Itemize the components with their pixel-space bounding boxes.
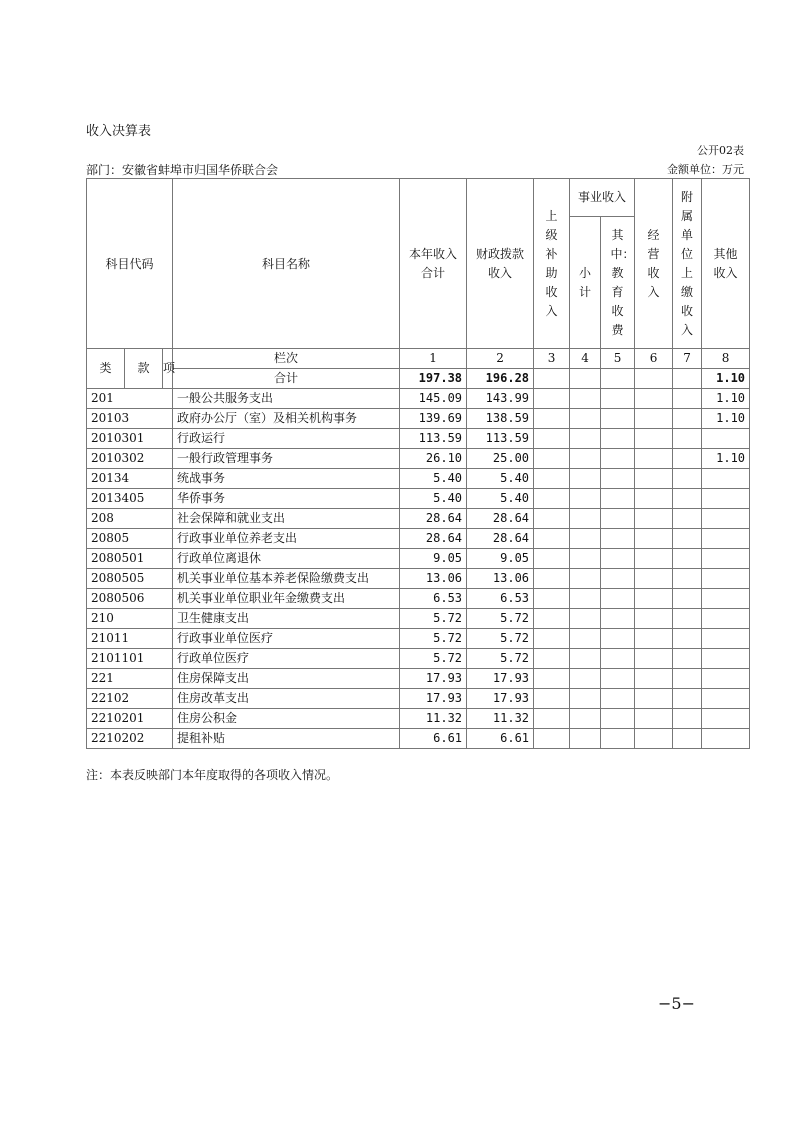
row-name: 行政运行 — [173, 429, 400, 449]
row-fiscal: 28.64 — [467, 529, 534, 549]
total-total: 197.38 — [400, 369, 467, 389]
row-total: 5.40 — [400, 469, 467, 489]
empty-cell — [570, 449, 601, 469]
row-other — [702, 549, 750, 569]
empty-cell — [570, 729, 601, 749]
col-header-biz-edu: 其中：教育收费 — [601, 217, 635, 349]
empty-cell — [673, 489, 702, 509]
empty-cell — [570, 589, 601, 609]
row-code: 20805 — [87, 529, 173, 549]
col-number: 2 — [467, 349, 534, 369]
row-name: 统战事务 — [173, 469, 400, 489]
row-fiscal: 17.93 — [467, 669, 534, 689]
row-code: 21011 — [87, 629, 173, 649]
row-code: 2010301 — [87, 429, 173, 449]
row-code: 2013405 — [87, 489, 173, 509]
empty-cell — [534, 509, 570, 529]
row-fiscal: 138.59 — [467, 409, 534, 429]
empty-cell — [601, 509, 635, 529]
empty-cell — [570, 509, 601, 529]
row-total: 139.69 — [400, 409, 467, 429]
empty-cell — [534, 569, 570, 589]
table-row — [87, 669, 750, 689]
row-fiscal: 6.61 — [467, 729, 534, 749]
empty-cell — [570, 469, 601, 489]
empty-cell — [601, 569, 635, 589]
empty-cell — [570, 429, 601, 449]
empty-cell — [534, 649, 570, 669]
col-header-code: 科目代码 — [87, 179, 173, 349]
row-other — [702, 529, 750, 549]
row-total: 6.53 — [400, 589, 467, 609]
row-fiscal: 113.59 — [467, 429, 534, 449]
empty-cell — [635, 469, 673, 489]
row-other — [702, 709, 750, 729]
row-code: 20103 — [87, 409, 173, 429]
table-row — [87, 569, 750, 589]
col-header-superior: 上级补助收入 — [534, 179, 570, 349]
row-name: 华侨事务 — [173, 489, 400, 509]
empty-cell — [570, 529, 601, 549]
row-other: 1.10 — [702, 389, 750, 409]
row-total: 13.06 — [400, 569, 467, 589]
row-fiscal: 143.99 — [467, 389, 534, 409]
row-name: 行政事业单位养老支出 — [173, 529, 400, 549]
col-number: 5 — [601, 349, 635, 369]
row-total: 17.93 — [400, 689, 467, 709]
department-label: 部门：安徽省蚌埠市归国华侨联合会 — [86, 163, 279, 177]
income-table — [86, 178, 750, 749]
col-header-oper: 经营收入 — [635, 179, 673, 349]
row-total: 28.64 — [400, 509, 467, 529]
row-name: 住房公积金 — [173, 709, 400, 729]
row-other — [702, 609, 750, 629]
empty-cell — [601, 669, 635, 689]
total-label: 合计 — [173, 369, 400, 389]
row-fiscal: 9.05 — [467, 549, 534, 569]
empty-cell — [601, 429, 635, 449]
empty-cell — [534, 449, 570, 469]
row-name: 行政事业单位医疗 — [173, 629, 400, 649]
empty-cell — [601, 609, 635, 629]
row-total: 6.61 — [400, 729, 467, 749]
row-code: 201 — [87, 389, 173, 409]
empty-cell — [673, 389, 702, 409]
empty-cell — [601, 369, 635, 389]
row-code: 20134 — [87, 469, 173, 489]
empty-cell — [635, 509, 673, 529]
empty-cell — [635, 729, 673, 749]
empty-cell — [534, 409, 570, 429]
empty-cell — [601, 589, 635, 609]
empty-cell — [635, 429, 673, 449]
empty-cell — [601, 689, 635, 709]
col-number: 3 — [534, 349, 570, 369]
empty-cell — [570, 649, 601, 669]
empty-cell — [534, 629, 570, 649]
empty-cell — [601, 409, 635, 429]
col-number: 6 — [635, 349, 673, 369]
row-other — [702, 469, 750, 489]
empty-cell — [673, 669, 702, 689]
row-other — [702, 649, 750, 669]
row-fiscal: 5.40 — [467, 489, 534, 509]
table-row — [87, 469, 750, 489]
empty-cell — [534, 469, 570, 489]
empty-cell — [673, 449, 702, 469]
empty-cell — [570, 689, 601, 709]
empty-cell — [673, 629, 702, 649]
row-name: 行政单位医疗 — [173, 649, 400, 669]
row-fiscal: 6.53 — [467, 589, 534, 609]
column-number-row — [87, 349, 750, 369]
table-row — [87, 729, 750, 749]
empty-cell — [635, 369, 673, 389]
row-total: 5.40 — [400, 489, 467, 509]
empty-cell — [635, 589, 673, 609]
row-total: 5.72 — [400, 629, 467, 649]
row-code: 2080501 — [87, 549, 173, 569]
empty-cell — [601, 489, 635, 509]
row-total: 28.64 — [400, 529, 467, 549]
empty-cell — [601, 629, 635, 649]
empty-cell — [673, 549, 702, 569]
row-fiscal: 13.06 — [467, 569, 534, 589]
empty-cell — [534, 709, 570, 729]
table-row — [87, 689, 750, 709]
table-body — [87, 179, 750, 749]
empty-cell — [635, 389, 673, 409]
row-name: 卫生健康支出 — [173, 609, 400, 629]
empty-cell — [570, 389, 601, 409]
row-code: 2210201 — [87, 709, 173, 729]
empty-cell — [570, 409, 601, 429]
empty-cell — [635, 409, 673, 429]
col-header-kuan: 款 — [125, 349, 163, 389]
row-fiscal: 5.40 — [467, 469, 534, 489]
row-code: 210 — [87, 609, 173, 629]
col-number: 1 — [400, 349, 467, 369]
empty-cell — [534, 389, 570, 409]
empty-cell — [635, 689, 673, 709]
row-code: 208 — [87, 509, 173, 529]
empty-cell — [534, 609, 570, 629]
row-code: 2080506 — [87, 589, 173, 609]
empty-cell — [570, 569, 601, 589]
empty-cell — [673, 709, 702, 729]
empty-cell — [601, 729, 635, 749]
empty-cell — [635, 669, 673, 689]
total-row — [87, 369, 750, 389]
row-fiscal: 17.93 — [467, 689, 534, 709]
row-total: 5.72 — [400, 649, 467, 669]
empty-cell — [635, 489, 673, 509]
row-other — [702, 569, 750, 589]
table-row — [87, 589, 750, 609]
table-row — [87, 609, 750, 629]
empty-cell — [673, 469, 702, 489]
row-total: 17.93 — [400, 669, 467, 689]
row-other — [702, 489, 750, 509]
empty-cell — [534, 369, 570, 389]
total-other: 1.10 — [702, 369, 750, 389]
col-header-xiang: 项 — [163, 349, 173, 389]
empty-cell — [673, 369, 702, 389]
table-row — [87, 529, 750, 549]
empty-cell — [635, 649, 673, 669]
table-row — [87, 449, 750, 469]
row-fiscal: 5.72 — [467, 629, 534, 649]
empty-cell — [570, 369, 601, 389]
col-number: 7 — [673, 349, 702, 369]
row-code: 22102 — [87, 689, 173, 709]
row-total: 113.59 — [400, 429, 467, 449]
empty-cell — [601, 389, 635, 409]
empty-cell — [601, 449, 635, 469]
row-name: 一般行政管理事务 — [173, 449, 400, 469]
empty-cell — [673, 729, 702, 749]
empty-cell — [635, 529, 673, 549]
col-header-total: 本年收入合计 — [400, 179, 467, 349]
empty-cell — [570, 669, 601, 689]
empty-cell — [534, 529, 570, 549]
footnote: 注：本表反映部门本年度取得的各项收入情况。 — [86, 768, 339, 782]
empty-cell — [601, 649, 635, 669]
row-other: 1.10 — [702, 449, 750, 469]
row-code: 2210202 — [87, 729, 173, 749]
page-number: −5− — [658, 994, 695, 1013]
row-other — [702, 729, 750, 749]
empty-cell — [635, 629, 673, 649]
empty-cell — [601, 549, 635, 569]
empty-cell — [601, 529, 635, 549]
empty-cell — [673, 409, 702, 429]
empty-cell — [673, 589, 702, 609]
table-row — [87, 429, 750, 449]
row-other — [702, 689, 750, 709]
col-header-affil: 附属单位上缴收入 — [673, 179, 702, 349]
table-row — [87, 489, 750, 509]
empty-cell — [673, 569, 702, 589]
empty-cell — [534, 589, 570, 609]
empty-cell — [570, 709, 601, 729]
row-name: 提租补贴 — [173, 729, 400, 749]
row-name: 住房保障支出 — [173, 669, 400, 689]
row-total: 26.10 — [400, 449, 467, 469]
col-header-biz: 事业收入 — [570, 179, 635, 217]
total-fiscal: 196.28 — [467, 369, 534, 389]
empty-cell — [534, 549, 570, 569]
col-header-lanci: 栏次 — [173, 349, 400, 369]
row-other — [702, 509, 750, 529]
table-row — [87, 649, 750, 669]
row-code: 221 — [87, 669, 173, 689]
col-header-other: 其他收入 — [702, 179, 750, 349]
header-row-1 — [87, 179, 750, 217]
empty-cell — [570, 609, 601, 629]
col-header-fiscal: 财政拨款收入 — [467, 179, 534, 349]
empty-cell — [635, 709, 673, 729]
row-name: 机关事业单位基本养老保险缴费支出 — [173, 569, 400, 589]
table-row — [87, 509, 750, 529]
empty-cell — [635, 569, 673, 589]
table-row — [87, 709, 750, 729]
row-other — [702, 589, 750, 609]
form-number: 公开02表 — [697, 144, 744, 157]
table-row — [87, 549, 750, 569]
empty-cell — [673, 529, 702, 549]
row-fiscal: 5.72 — [467, 649, 534, 669]
row-total: 9.05 — [400, 549, 467, 569]
row-fiscal: 11.32 — [467, 709, 534, 729]
row-name: 行政单位离退休 — [173, 549, 400, 569]
row-name: 机关事业单位职业年金缴费支出 — [173, 589, 400, 609]
unit-label: 金额单位：万元 — [667, 163, 744, 176]
empty-cell — [534, 689, 570, 709]
empty-cell — [534, 729, 570, 749]
table-row — [87, 389, 750, 409]
row-total: 5.72 — [400, 609, 467, 629]
row-code: 2010302 — [87, 449, 173, 469]
row-fiscal: 28.64 — [467, 509, 534, 529]
row-other — [702, 669, 750, 689]
row-total: 145.09 — [400, 389, 467, 409]
empty-cell — [635, 449, 673, 469]
row-name: 一般公共服务支出 — [173, 389, 400, 409]
empty-cell — [673, 429, 702, 449]
empty-cell — [635, 609, 673, 629]
row-fiscal: 5.72 — [467, 609, 534, 629]
empty-cell — [534, 429, 570, 449]
table-title: 收入决算表 — [86, 124, 152, 139]
empty-cell — [570, 629, 601, 649]
row-total: 11.32 — [400, 709, 467, 729]
empty-cell — [601, 709, 635, 729]
empty-cell — [673, 689, 702, 709]
table-row — [87, 409, 750, 429]
row-other — [702, 429, 750, 449]
empty-cell — [673, 649, 702, 669]
table-row — [87, 629, 750, 649]
empty-cell — [635, 549, 673, 569]
empty-cell — [570, 489, 601, 509]
row-fiscal: 25.00 — [467, 449, 534, 469]
empty-cell — [673, 509, 702, 529]
row-other — [702, 629, 750, 649]
col-header-lei: 类 — [87, 349, 125, 389]
col-number: 4 — [570, 349, 601, 369]
row-code: 2101101 — [87, 649, 173, 669]
empty-cell — [601, 469, 635, 489]
empty-cell — [673, 609, 702, 629]
col-header-name: 科目名称 — [173, 179, 400, 349]
empty-cell — [570, 549, 601, 569]
row-code: 2080505 — [87, 569, 173, 589]
row-name: 政府办公厅（室）及相关机构事务 — [173, 409, 400, 429]
empty-cell — [534, 489, 570, 509]
col-header-biz-subtotal: 小计 — [570, 217, 601, 349]
empty-cell — [534, 669, 570, 689]
col-number: 8 — [702, 349, 750, 369]
row-name: 住房改革支出 — [173, 689, 400, 709]
row-name: 社会保障和就业支出 — [173, 509, 400, 529]
row-other: 1.10 — [702, 409, 750, 429]
